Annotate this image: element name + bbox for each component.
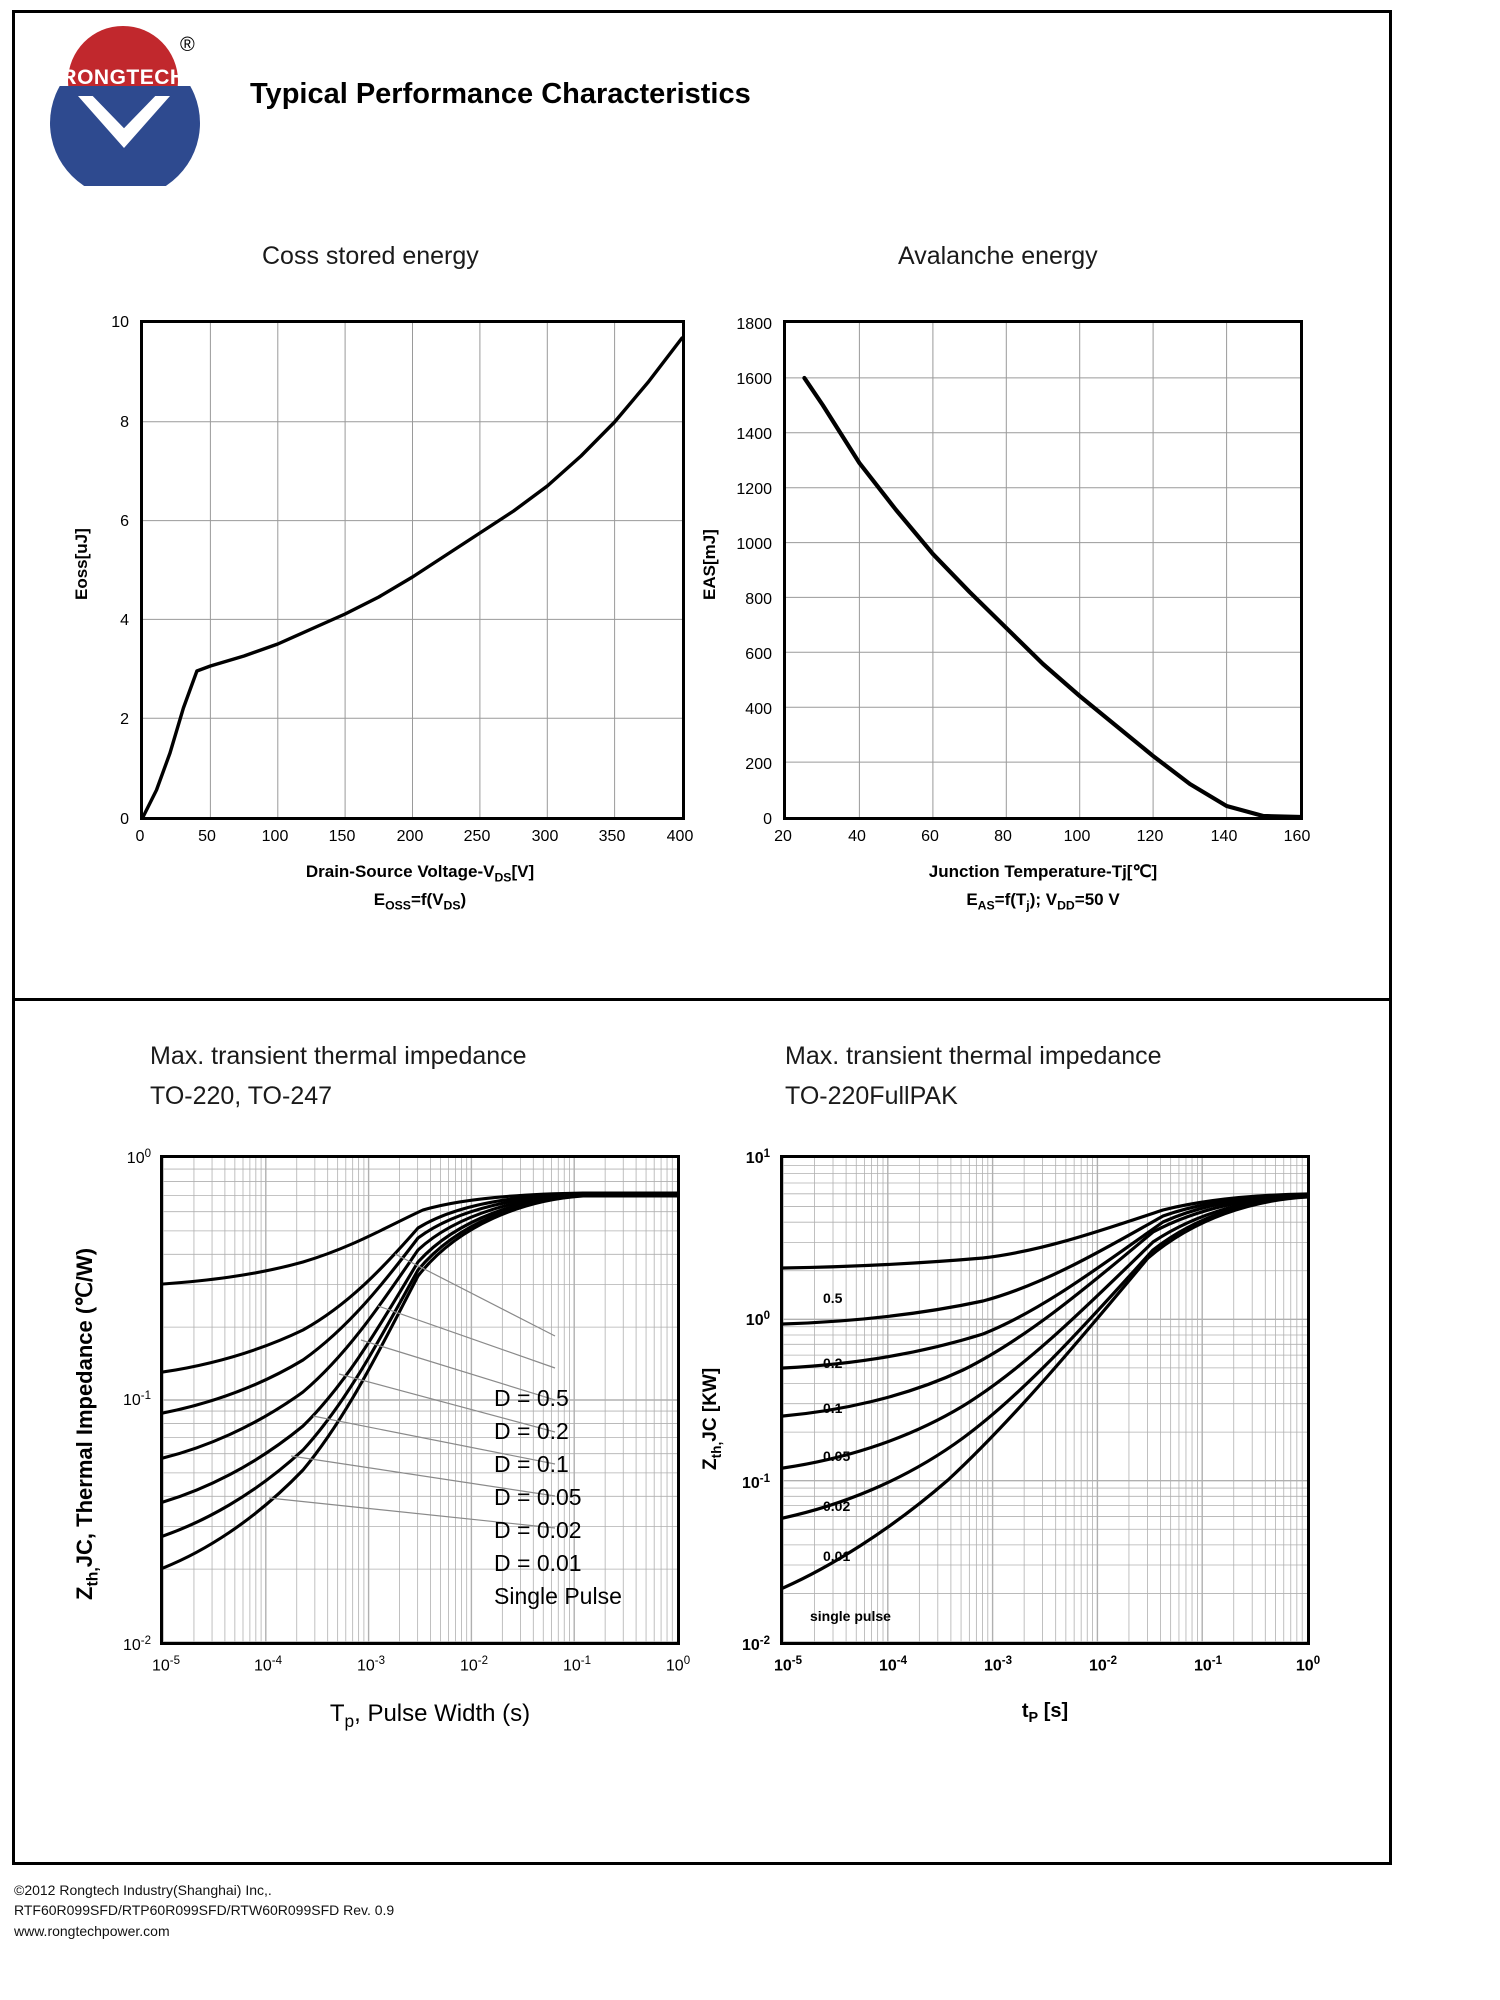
chart4-label-4: 0.02 xyxy=(823,1498,851,1514)
chart2-ytick-5: 1000 xyxy=(736,536,772,553)
chart1-xtick-8: 400 xyxy=(666,828,694,845)
chart4-label-5: 0.01 xyxy=(823,1548,851,1564)
section-divider xyxy=(15,998,1389,1001)
chart2-ytick-7: 1400 xyxy=(736,426,772,443)
chart3-y-axis-label: $Z_{th,}JC$, Thermal Impedance (℃/W) xyxy=(72,1247,102,1600)
chart3-legend xyxy=(494,1385,624,1609)
chart1-ytick-5: 10 xyxy=(111,314,129,331)
chart1-xtick-4: 200 xyxy=(396,828,424,845)
chart2-xtick-2: 60 xyxy=(921,828,939,845)
chart2-ytick-6: 1200 xyxy=(736,481,772,498)
chart2-xtick-5: 120 xyxy=(1136,828,1164,845)
chart4-label-3: 0.05 xyxy=(823,1448,851,1464)
chart3-subtitle: TO-220, TO-247 xyxy=(150,1082,333,1110)
chart4-title: Max. transient thermal impedance xyxy=(785,1042,1162,1070)
chart1-y-axis-label: Eoss[uJ] xyxy=(72,528,91,600)
chart1-xtick-6: 300 xyxy=(531,828,559,845)
chart3-ytick-0: $10^{-2}$ xyxy=(122,1634,151,1655)
chart3-legend-item-1: D = 0.2 xyxy=(494,1418,569,1444)
chart3-xtick-5: $10^0$ xyxy=(665,1655,691,1675)
footer xyxy=(14,1880,394,1941)
chart4-x-axis-label: $t_P$ [s] xyxy=(1021,1700,1069,1726)
chart1-ytick-1: 2 xyxy=(120,711,129,728)
chart4-xtick-1: $10^{-4}$ xyxy=(878,1655,908,1675)
chart4-subtitle: TO-220FullPAK xyxy=(785,1082,958,1110)
footer-website[interactable]: www.rongtechpower.com xyxy=(14,1922,170,1939)
chart1-xtick-3: 150 xyxy=(328,828,356,845)
chart3-x-axis-label: $T_p$, Pulse Width (s) xyxy=(329,1700,531,1731)
company-logo xyxy=(30,18,205,188)
chart2-y-axis-label: EAS[mJ] xyxy=(700,529,719,600)
chart1-xtick-1: 50 xyxy=(198,828,216,845)
chart4-label-2: 0.1 xyxy=(823,1400,843,1416)
chart4-xtick-2: $10^{-3}$ xyxy=(983,1655,1013,1675)
chart2-ytick-2: 400 xyxy=(745,701,772,718)
chart2-caption: $E_{AS}=f(T_j)$; $V_{DD}=50$ V xyxy=(966,890,1120,913)
chart2-xtick-1: 40 xyxy=(848,828,866,845)
chart1-xtick-0: 0 xyxy=(135,828,145,845)
chart1-ytick-4: 8 xyxy=(120,414,129,431)
chart4-xtick-3: $10^{-2}$ xyxy=(1088,1655,1118,1675)
chart2-title: Avalanche energy xyxy=(898,242,1098,270)
chart2-plot-area xyxy=(783,320,1303,820)
chart3-ytick-2: $10^0$ xyxy=(126,1147,151,1168)
chart2-ytick-1: 200 xyxy=(745,756,772,773)
chart2-curve xyxy=(786,323,1300,817)
chart3-xtick-4: $10^{-1}$ xyxy=(562,1655,592,1675)
chart3-legend-item-4: D = 0.02 xyxy=(494,1517,582,1543)
chart1-curve xyxy=(143,323,682,817)
chart3-title: Max. transient thermal impedance xyxy=(150,1042,527,1070)
chart4-label-0: 0.5 xyxy=(823,1290,843,1306)
chart3-xtick-3: $10^{-2}$ xyxy=(459,1655,489,1675)
chart1-title: Coss stored energy xyxy=(262,242,479,270)
chart1-xtick-2: 100 xyxy=(261,828,289,845)
chart4-xtick-0: $10^{-5}$ xyxy=(773,1655,803,1675)
footer-partnumbers: RTF60R099SFD/RTP60R099SFD/RTW60R099SFD Rev. 0.9 xyxy=(14,1902,395,1919)
chart4-ytick-2: $10^0$ xyxy=(745,1309,770,1330)
logo-blue-wrap xyxy=(36,86,211,186)
chart4-ytick-0: $10^{-2}$ xyxy=(741,1634,770,1655)
chart2-xtick-3: 80 xyxy=(994,828,1012,845)
chart2-xtick-4: 100 xyxy=(1063,828,1091,845)
chart1-caption: $E_{OSS}=f(V_{DS})$ xyxy=(373,890,467,913)
chart2-xtick-6: 140 xyxy=(1210,828,1238,845)
chart2-xtick-7: 160 xyxy=(1283,828,1311,845)
chart3-legend-item-5: D = 0.01 xyxy=(494,1550,582,1576)
chart2-xtick-0: 20 xyxy=(774,828,792,845)
chart4-curves xyxy=(783,1158,1307,1642)
chart4-label-6: single pulse xyxy=(810,1608,891,1624)
chart4-y-axis-label: $Z_{th,}JC$ [KW] xyxy=(700,1367,724,1470)
chart4-xtick-4: $10^{-1}$ xyxy=(1193,1655,1223,1675)
chart3-ytick-1: $10^{-1}$ xyxy=(122,1389,151,1410)
chart1-xtick-5: 250 xyxy=(463,828,491,845)
page-title: Typical Performance Characteristics xyxy=(250,78,751,110)
chart3-xtick-0: $10^{-5}$ xyxy=(151,1655,181,1675)
chart4-ytick-3: $10^1$ xyxy=(745,1147,770,1168)
chart2-ytick-0: 0 xyxy=(763,811,772,828)
chart3-xtick-2: $10^{-3}$ xyxy=(356,1655,386,1675)
chart3-xtick-1: $10^{-4}$ xyxy=(253,1655,283,1675)
chart1-plot-area xyxy=(140,320,685,820)
chart2-ytick-3: 600 xyxy=(745,646,772,663)
chart3-legend-item-2: D = 0.1 xyxy=(494,1451,569,1477)
chart1-ytick-3: 6 xyxy=(120,513,129,530)
chart2-ytick-8: 1600 xyxy=(736,371,772,388)
chart3-legend-item-6: Single Pulse xyxy=(494,1583,622,1609)
chart2-ytick-9: 1800 xyxy=(736,316,772,333)
chart1-ytick-0: 0 xyxy=(120,811,129,828)
chart4-ytick-1: $10^{-1}$ xyxy=(741,1472,770,1493)
footer-copyright: ©2012 Rongtech Industry(Shanghai) Inc,. xyxy=(14,1882,272,1898)
chart2-x-axis-label: Junction Temperature-Tj[℃] xyxy=(928,862,1158,881)
chart4-label-1: 0.2 xyxy=(823,1355,843,1371)
chart3-legend-item-0: D = 0.5 xyxy=(494,1385,569,1411)
chart4-xtick-5: $10^0$ xyxy=(1295,1655,1321,1675)
chart1-x-axis-label: Drain-Source Voltage-$V_{DS}[V]$ xyxy=(305,862,535,885)
chart1-ytick-2: 4 xyxy=(120,612,129,629)
registered-trademark-icon: ® xyxy=(180,34,195,56)
chart3-legend-item-3: D = 0.05 xyxy=(494,1484,582,1510)
chart4-plot-area xyxy=(780,1155,1310,1645)
chart1-xtick-7: 350 xyxy=(598,828,626,845)
logo-wordmark: RONGTECH xyxy=(61,66,186,89)
chart2-ytick-4: 800 xyxy=(745,591,772,608)
